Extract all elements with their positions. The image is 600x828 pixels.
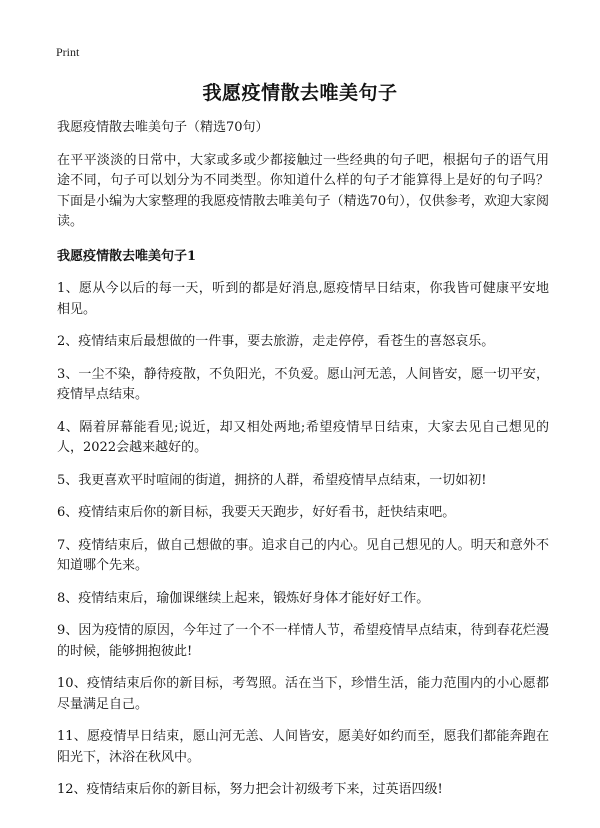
list-item: 9、因为疫情的原因，今年过了一个不一样情人节，希望疫情早点结束，待到春花烂漫的时候，能够拥抱彼此! bbox=[57, 623, 549, 659]
article-subtitle: 我愿疫情散去唯美句子（精选70句） bbox=[57, 120, 269, 135]
page-title: 我愿疫情散去唯美句子 bbox=[202, 82, 398, 104]
list-item: 6、疫情结束后你的新目标，我要天天跑步，好好看书，赶快结束吧。 bbox=[57, 505, 456, 520]
list-item: 12、疫情结束后你的新目标，努力把会计初级考下来，过英语四级! bbox=[57, 782, 443, 797]
section-heading: 我愿疫情散去唯美句子1 bbox=[57, 248, 197, 264]
intro-paragraph: 在平平淡淡的日常中，大家或多或少都接触过一些经典的句子吧，根据句子的语气用途不同，句子可以划分为不同类型。你知道什么样的句子才能算得上是好的句子吗？下面是小编为大家整理的我愿疫情散去唯美句子（精选70句），仅供参考，欢迎大家阅读。 bbox=[57, 152, 549, 229]
list-item: 2、疫情结束后最想做的一件事，要去旅游，走走停停，看苍生的喜怒哀乐。 bbox=[57, 334, 495, 349]
list-item: 11、愿疫情早日结束，愿山河无恙、人间皆安，愿美好如约而至，愿我们都能奔跑在阳光下，沐浴在秋风中。 bbox=[57, 729, 549, 765]
list-item: 1、愿从今以后的每一天，听到的都是好消息,愿疫情早日结束，你我皆可健康平安地相见。 bbox=[57, 281, 549, 317]
list-item: 7、疫情结束后，做自己想做的事。追求自己的内心。见自己想见的人。明天和意外不知道哪个先来。 bbox=[57, 537, 549, 573]
list-item: 8、疫情结束后，瑜伽课继续上起来，锻炼好身体才能好好工作。 bbox=[57, 590, 430, 606]
list-item: 4、隔着屏幕能看见;说近，却又相处两地;希望疫情早日结束，大家去见自己想见的人，2022会越来越好的。 bbox=[57, 419, 549, 455]
print-link[interactable]: Print bbox=[56, 45, 80, 59]
article-body bbox=[57, 118, 549, 813]
list-item: 10、疫情结束后你的新目标，考驾照。活在当下，珍惜生活，能力范围内的小心愿都尽量满足自己。 bbox=[57, 676, 549, 712]
list-item: 5、我更喜欢平时喧闹的街道，拥挤的人群，希望疫情早点结束，一切如初! bbox=[57, 472, 487, 488]
list-item: 3、一尘不染，静待疫散，不负阳光，不负爱。愿山河无恙，人间皆安，愿一切平安，疫情早点结束。 bbox=[57, 366, 549, 402]
